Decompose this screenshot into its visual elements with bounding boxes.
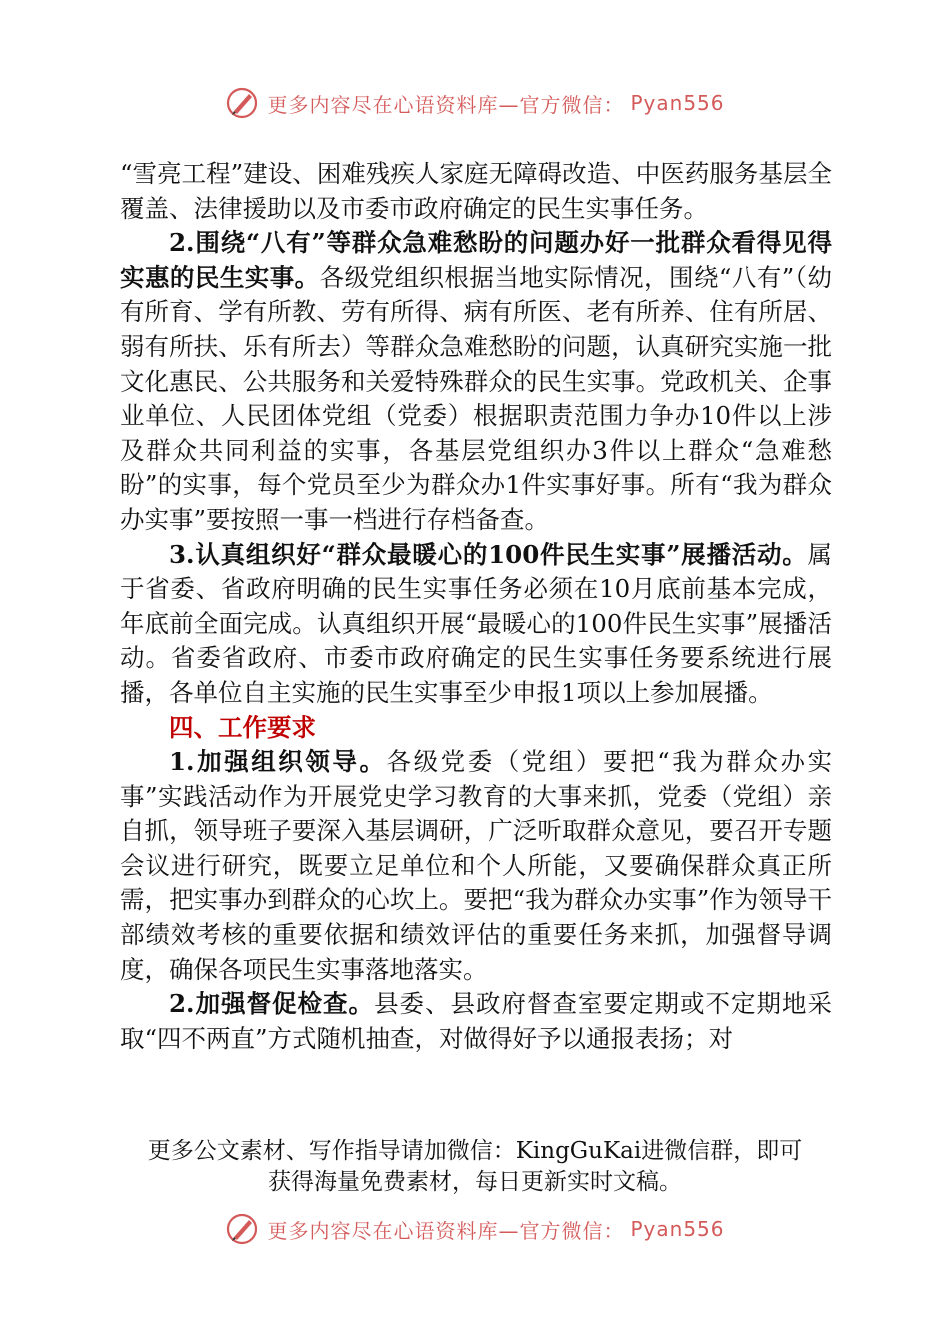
footer-note-line-1: 更多公文素材、写作指导请加微信：KingGuKai进微信群，即可 [147, 1138, 803, 1164]
section-heading-4: 四、工作要求 [169, 712, 316, 742]
paragraph-4-title: 1.加强组织领导。 [169, 747, 387, 777]
paragraph-4-text: 各级党委（党组）要把“我为群众办实事”实践活动作为开展党史学习教育的大事来抓，党委（党组）亲自抓，领导班子要深入基层调研，广泛听取群众意见，要召开专题会议进行研究，既要立足单位和个人所能，又要确保群众真正所需，把实事办到群众的心坎上。要把“我为群众办实事”作为领导干部绩效考核的重要依据和绩效评估的重要任务来抓，加强督导调度，确保各项民生实事落地落实。 [120, 747, 832, 984]
pen-logo-icon [225, 1212, 259, 1246]
paragraph-5-title: 2.加强督促检查。 [169, 989, 375, 1019]
footer-note [100, 1136, 850, 1198]
paragraph-5 [120, 987, 832, 1056]
paragraph-2 [120, 226, 832, 537]
paragraph-3-title: 3.认真组织好“群众最暖心的100件民生实事”展播活动。 [169, 539, 808, 569]
brand-text: 更多内容尽在心语资料库—官方微信： [267, 92, 625, 117]
paragraph-3-text: 属于省委、省政府明确的民生实事任务必须在10月底前基本完成，年底前全面完成。认真组织开展“最暖心的100件民生实事”展播活动。省委省政府、市委市政府确定的民生实事任务要系统进行展播，各单位自主实施的民生实事至少申报1项以上参加展播。 [120, 539, 832, 707]
brand-wechat-id: Pyan556 [630, 91, 725, 115]
paragraph-4 [120, 745, 832, 987]
brand-banner-top [0, 83, 950, 123]
brand-wechat-id: Pyan556 [630, 1217, 725, 1241]
paragraph-5-text: 县委、县政府督查室要定期或不定期地采取“四不两直”方式随机抽查，对做得好予以通报表扬；对 [120, 989, 833, 1053]
footer-note-line-2: 获得海量免费素材，每日更新实时文稿。 [268, 1169, 682, 1195]
brand-banner-bottom [0, 1209, 950, 1249]
paragraph-2-title: 2.围绕“八有”等群众急难愁盼的问题办好一批群众看得见得实惠的民生实事。 [120, 228, 832, 292]
paragraph-3 [120, 538, 832, 711]
pen-logo-icon [225, 86, 259, 120]
brand-text: 更多内容尽在心语资料库—官方微信： [267, 1218, 625, 1243]
paragraph-2-text: 各级党组织根据当地实际情况，围绕“八有”（幼有所育、学有所教、劳有所得、病有所医、老有所养、住有所居、弱有所扶、乐有所去）等群众急难愁盼的问题，认真研究实施一批文化惠民、公共服务和关爱特殊群众的民生实事。党政机关、企事业单位、人民团体党组（党委）根据职责范围力争办10件以上涉及群众共同利益的实事，各基层党组织办3件以上群众“急难愁盼”的实事，每个党员至少为群众办1件实事好事。所有“我为群众办实事”要按照一事一档进行存档备查。 [120, 262, 832, 534]
paragraph-1: “雪亮工程”建设、困难残疾人家庭无障碍改造、中医药服务基层全覆盖、法律援助以及市委市政府确定的民生实事任务。 [120, 159, 832, 223]
document-body [120, 157, 832, 1056]
